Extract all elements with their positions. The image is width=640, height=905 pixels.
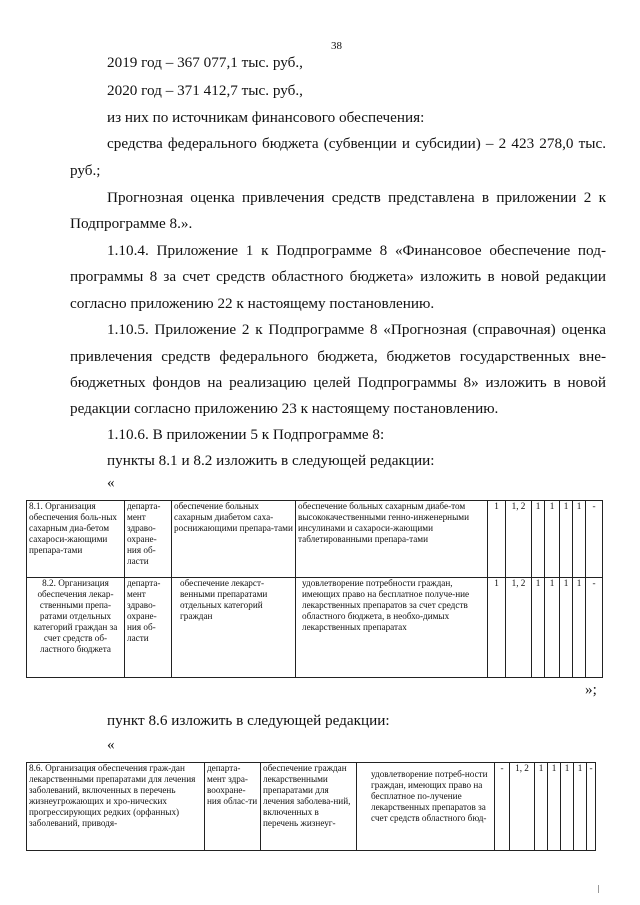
value-cell: 1 (545, 501, 560, 578)
measure-name-cell: 8.1. Организация обеспечения боль-ных сахарным диа-бетом сахароси-жающими препара-тами (27, 501, 125, 578)
value-cell: 1 (560, 578, 573, 678)
value-cell: 1 (535, 763, 548, 851)
items-8-1-8-2-intro: пункты 8.1 и 8.2 изложить в следующей редакции: (107, 452, 435, 469)
expected-result-cell: обеспечение больных сахарным диабе-том высококачественными генно-инженерными инсулинами и сахароси-жающими таблетированными препара-тами (296, 501, 488, 578)
value-cell: 1 (545, 578, 560, 678)
clause-1-10-4-line-1: 1.10.4. Приложение 1 к Подпрограмме 8 «Финансовое обеспечение под- (107, 242, 606, 259)
table-item-8-6 (26, 762, 596, 851)
clause-1-10-5-line-3: бюджетных фондов на реализацию целей Подпрограммы 8» изложить в новой (70, 374, 606, 391)
opening-quote-2: « (107, 736, 115, 753)
value-cell: 1 (488, 578, 506, 678)
value-cell: 1 (560, 501, 573, 578)
responsible-dept-cell: департа-мент здраво-охране-ния об-ласти (125, 578, 172, 678)
scan-mark (598, 885, 599, 893)
forecast-paragraph-line-1: Прогнозная оценка привлечения средств представлена в приложении 2 к (107, 189, 606, 206)
task-cell: обеспечение больных сахарным диабетом саха-роснижающими препара-тами (172, 501, 296, 578)
value-cell: - (586, 501, 603, 578)
task-cell: обеспечение лекарст-венными препаратами отдельных категорий граждан (172, 578, 296, 678)
funding-2019-line: 2019 год – 367 077,1 тыс. руб., (107, 54, 303, 71)
value-cell: 1 (548, 763, 561, 851)
funding-2020-line: 2020 год – 371 412,7 тыс. руб., (107, 82, 303, 99)
responsible-dept-cell: департа-мент здраво-охране-ния об-ласти (125, 501, 172, 578)
measure-name-cell: 8.6. Организация обеспечения граж-дан лекарственными препаратами для лечения заболеваний, включенных в перечень жизнеугрожающих и хро-нических прогрессирующих редких (орфанных) заболеваний, приводя- (27, 763, 205, 851)
federal-budget-line-end: руб.; (70, 162, 101, 179)
table-items-8-1-8-2 (26, 500, 603, 678)
value-cell: 1 (532, 501, 545, 578)
funding-sources-line: из них по источникам финансового обеспечения: (107, 109, 425, 126)
value-cell: 1 (573, 578, 586, 678)
clause-1-10-4-line-2: программы 8 за счет средств областного бюджета» изложить в новой редакции (70, 268, 606, 285)
clause-1-10-4-line-3: согласно приложению 22 к настоящему постановлению. (70, 295, 435, 312)
clause-1-10-6-line: 1.10.6. В приложении 5 к Подпрограмме 8: (107, 426, 385, 443)
clause-1-10-5-line-2: привлечения средств федерального бюджета, бюджетов государственных вне- (70, 348, 606, 365)
table-row (27, 763, 596, 851)
value-cell: 1, 2 (506, 578, 532, 678)
value-cell: 1, 2 (506, 501, 532, 578)
value-cell: 1, 2 (510, 763, 535, 851)
page-number: 38 (331, 40, 342, 52)
item-8-6-intro: пункт 8.6 изложить в следующей редакции: (107, 712, 390, 729)
value-cell: 1 (561, 763, 574, 851)
clause-1-10-5-line-1: 1.10.5. Приложение 2 к Подпрограмме 8 «Прогнозная (справочная) оценка (107, 321, 606, 338)
value-cell: 1 (574, 763, 587, 851)
value-cell: - (495, 763, 510, 851)
value-cell: 1 (532, 578, 545, 678)
value-cell: 1 (488, 501, 506, 578)
opening-quote-1: « (107, 474, 115, 491)
closing-quote-1: »; (585, 681, 597, 698)
table-row (27, 578, 603, 678)
value-cell: - (587, 763, 596, 851)
value-cell: 1 (573, 501, 586, 578)
measure-name-cell: 8.2. Организация обеспечения лекар-ственными препа-ратами отдельных категорий граждан за счет средств об-ластного бюджета (27, 578, 125, 678)
federal-budget-line: средства федерального бюджета (субвенции и субсидии) – 2 423 278,0 тыс. (107, 135, 606, 152)
table-row (27, 501, 603, 578)
expected-result-cell: удовлетворение потребности граждан, имеющих право на бесплатное получе-ние лекарственных препаратов за счет средств областного бюджета, в необхо-димых лекарственных препаратах (296, 578, 488, 678)
value-cell: - (586, 578, 603, 678)
responsible-dept-cell: департа-мент здра-воохране-ния облас-ти (205, 763, 261, 851)
expected-result-cell: удовлетворение потреб-ности граждан, имеющих право на бесплатное по-лучение лекарственных препаратов за счет средств областного бюд- (357, 763, 495, 851)
forecast-paragraph-line-2: Подпрограмме 8.». (70, 215, 193, 232)
task-cell: обеспечение граждан лекарственными препаратами для лечения заболева-ний, включенных в перечень жизнеуг- (261, 763, 357, 851)
clause-1-10-5-line-4: редакции согласно приложению 23 к настоящему постановлению. (70, 400, 499, 417)
